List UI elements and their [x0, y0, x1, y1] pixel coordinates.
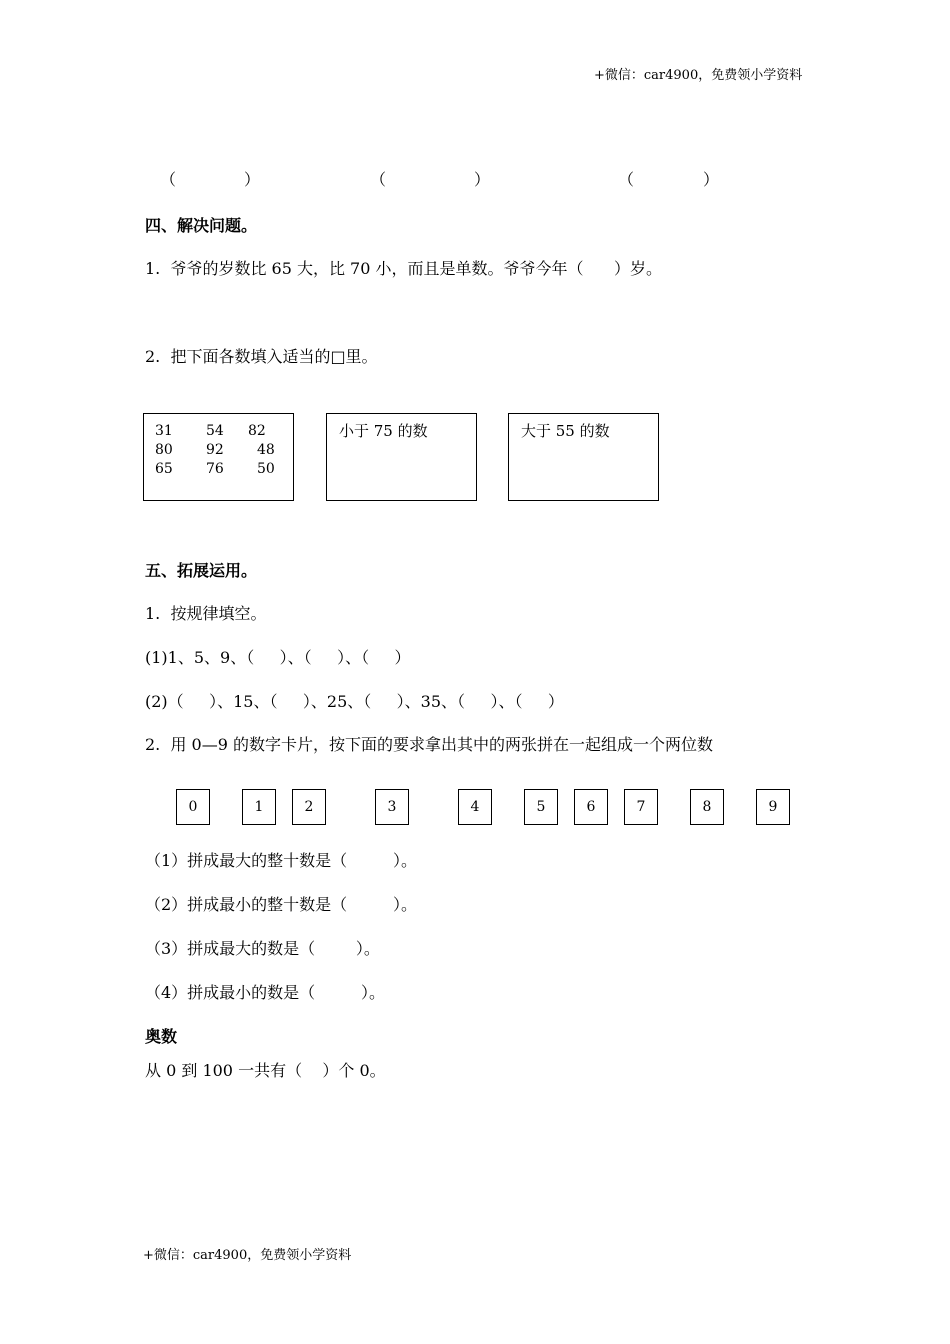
olympiad-question: 从 0 到 100 一共有（ ）个 0。: [145, 1061, 386, 1080]
less-than-75-box[interactable]: [326, 413, 477, 501]
digit-card-7[interactable]: 7: [624, 789, 658, 825]
paren-open-2: （: [370, 170, 387, 189]
subquestion-1: （1）拼成最大的整十数是（ ）。: [145, 851, 417, 870]
number-cell: 31: [155, 423, 173, 439]
watermark-bottom: +微信：car4900，免费领小学资料: [143, 1248, 352, 1263]
number-cell: 92: [206, 442, 224, 458]
number-cell: 54: [206, 423, 224, 439]
digit-card-1[interactable]: 1: [242, 789, 276, 825]
digit-card-8[interactable]: 8: [690, 789, 724, 825]
digit-card-2[interactable]: 2: [292, 789, 326, 825]
less-than-75-label: 小于 75 的数: [339, 422, 428, 440]
digit-card-3[interactable]: 3: [375, 789, 409, 825]
number-cell: 48: [257, 442, 275, 458]
digit-card-5[interactable]: 5: [524, 789, 558, 825]
greater-than-55-label: 大于 55 的数: [521, 422, 610, 440]
paren-open-3: （: [618, 170, 635, 189]
section4-title: 四、解决问题。: [145, 216, 258, 235]
section5-title: 五、拓展运用。: [145, 561, 258, 580]
subquestion-3: （3）拼成最大的数是（ ）。: [145, 939, 380, 958]
sequence-2: (2)（ ）、15、（ ）、25、（ ）、35、（ ）、（ ）: [145, 692, 564, 711]
number-cell: 82: [248, 423, 266, 439]
subquestion-4: （4）拼成最小的数是（ ）。: [145, 983, 385, 1002]
watermark-top: +微信：car4900，免费领小学资料: [594, 68, 803, 83]
sequence-1: (1)1、5、9、（ ）、（ ）、（ ）: [145, 648, 411, 667]
digit-card-6[interactable]: 6: [574, 789, 608, 825]
paren-close-3: ）: [703, 170, 720, 189]
olympiad-title: 奥数: [145, 1027, 178, 1046]
paren-open-1: （: [160, 170, 177, 189]
number-cell: 76: [206, 461, 224, 477]
digit-card-9[interactable]: 9: [756, 789, 790, 825]
section5-question1: 1. 按规律填空。: [145, 604, 267, 623]
paren-close-2: ）: [474, 170, 491, 189]
paren-close-1: ）: [244, 170, 261, 189]
section5-question2: 2. 用 0—9 的数字卡片，按下面的要求拿出其中的两张拼在一起组成一个两位数: [145, 735, 713, 754]
section4-question2: 2. 把下面各数填入适当的□里。: [145, 347, 378, 366]
greater-than-55-box[interactable]: [508, 413, 659, 501]
subquestion-2: （2）拼成最小的整十数是（ ）。: [145, 895, 417, 914]
digit-card-4[interactable]: 4: [458, 789, 492, 825]
number-list-box: [143, 413, 294, 501]
section4-question1: 1. 爷爷的岁数比 65 大，比 70 小，而且是单数。爷爷今年（ ）岁。: [145, 259, 663, 278]
digit-card-0[interactable]: 0: [176, 789, 210, 825]
number-cell: 80: [155, 442, 173, 458]
number-cell: 50: [257, 461, 275, 477]
number-cell: 65: [155, 461, 173, 477]
